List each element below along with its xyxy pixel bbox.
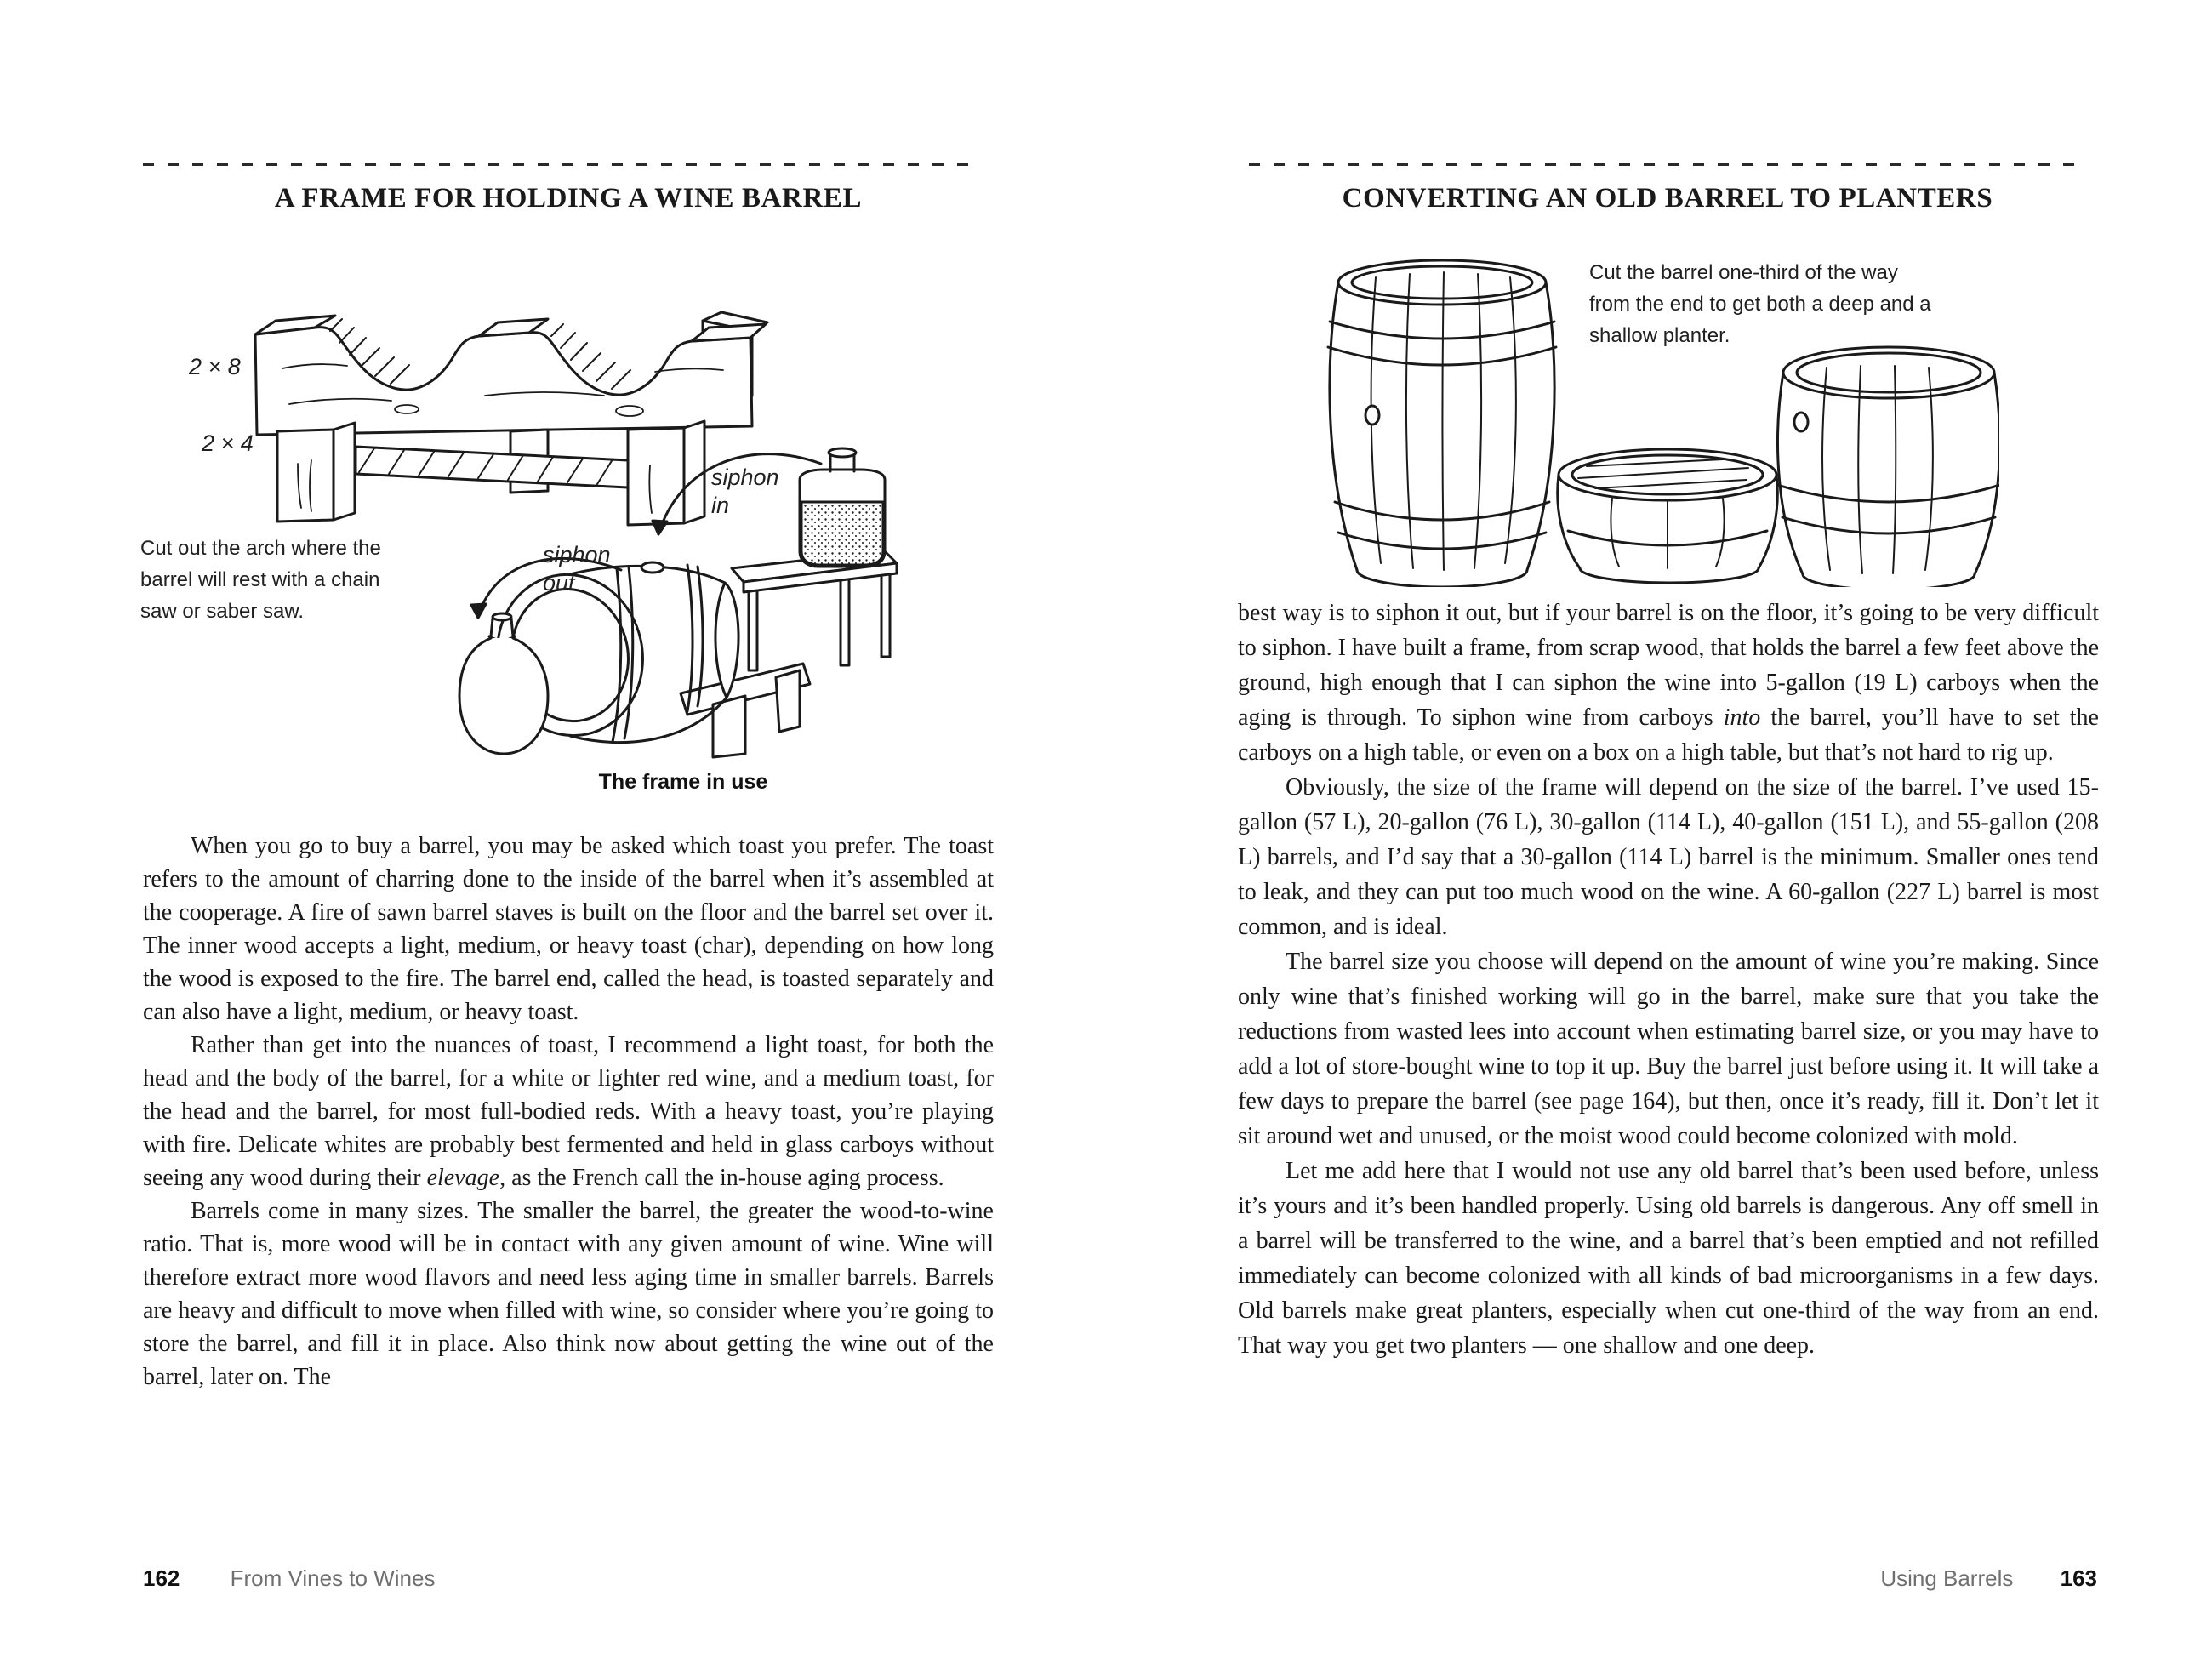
chapter-title: Using Barrels <box>1880 1565 2014 1591</box>
planters-illustration <box>1323 247 1999 587</box>
right-section-title: CONVERTING AN OLD BARREL TO PLANTERS <box>1342 183 1993 214</box>
right-footer <box>1702 1565 2097 1592</box>
planters-caption: Cut the barrel one-third of the way from the end to get both a deep and a shallow planter. <box>1589 261 1931 347</box>
table <box>732 551 897 670</box>
dashed-rule-left <box>143 163 978 166</box>
board-size-label-2x8: 2 × 8 <box>189 354 241 379</box>
frame-side-caption: Cut out the arch where the barrel will rest with a chain saw or saber saw. <box>140 537 381 623</box>
siphon-out-label: siphon out <box>543 542 611 596</box>
paragraph: When you go to buy a barrel, you may be asked which toast you prefer. The toast refers to the amount of charring done to the inside of the barrel when it’s assembled at the cooperage. A fire of sawn barrel staves is built on the floor and the barrel set over it. The inner wood accepts a light, medium, or heavy toast (char), depending on how long the wood is exposed to the fire. The barrel end, called the head, is toasted separately and can also have a light, medium, or heavy toast. <box>143 833 994 1025</box>
paragraph: best way is to siphon it out, but if your barrel is on the floor, it’s going to be very difficult to siphon. I have built a frame, from scrap wood, that holds the barrel a few feet above the ground, high enough that I can siphon the wine into 5-gallon (19 L) carboys when the aging is through. To siphon wine from carboys into the barrel, you’ll have to set the carboys on a high table, or even on a box on a high table, but that’s not hard to rig up. <box>1238 600 2099 766</box>
carboy <box>800 448 885 567</box>
board-size-label-2x4: 2 × 4 <box>202 430 254 456</box>
left-section-title: A FRAME FOR HOLDING A WINE BARREL <box>274 183 863 214</box>
right-body-text <box>1238 596 2099 1363</box>
bung-hole <box>1365 406 1379 425</box>
paragraph: Let me add here that I would not use any old barrel that’s been used before, unless it’s yours and it’s been handled properly. Using old barrels is dangerous. Any off smell in a barrel will be transferred to the wine, and a barrel that’s been emptied and not refilled immediately can become colonized with all kinds of bad microorganisms in a few days. Old barrels make great planters, especially when cut one-third of the way from an end. That way you get two planters — one shallow and one deep. <box>1238 1158 2099 1359</box>
siphon-in-label: siphon in <box>711 465 779 518</box>
deep-planter <box>1777 347 1999 587</box>
paragraph: Rather than get into the nuances of toast, I recommend a light toast, for both the head and the body of the barrel, for a white or lighter red wine, and a medium toast, for the head and the barrel, for most full-bodied reds. With a heavy toast, you’re playing with fire. Delicate whites are probably best fermented and held in glass carboys without seeing any wood during their elevage, as the French call the in-house aging process. <box>143 1032 994 1191</box>
left-page-number: 162 <box>143 1565 180 1591</box>
dashed-rule-right <box>1249 163 2086 166</box>
right-page-number: 163 <box>2060 1565 2097 1591</box>
shallow-planter <box>1558 449 1778 583</box>
frame-in-use-illustration <box>442 442 902 783</box>
bung-hole <box>1794 413 1808 431</box>
whole-barrel <box>1328 260 1556 587</box>
left-footer <box>143 1565 435 1592</box>
paragraph: Barrels come in many sizes. The smaller the barrel, the greater the wood-to-wine ratio. That is, more wood will be in contact with any given amount of wine. Wine will therefore extract more wood flavors and need less aging time in smaller barrels. Barrels are heavy and difficult to move when filled with wine, so consider where you’re going to store the barrel, and fill it in place. Also think now about getting the wine out of the barrel, later on. The <box>143 1198 994 1390</box>
paragraph: The barrel size you choose will depend on the amount of wine you’re making. Since only wine that’s finished working will go in the barrel, make sure that you take the reductions from wasted lees into account when estimating barrel size, or you may have to add a lot of store-bought wine to top it up. Buy the barrel just before using it. It will take a few days to prepare the barrel (see page 164), but then, once it’s ready, fill it. Don’t let it sit around wet and unused, or the moist wood could become colonized with mold. <box>1238 949 2099 1149</box>
paragraph: Obviously, the size of the frame will depend on the size of the barrel. I’ve used 15-gallon (57 L), 20-gallon (76 L), 30-gallon (114 L), 40-gallon (151 L), and 55-gallon (208 L) barrels, and I’d say that a 30-gallon (114 L) barrel is the minimum. Smaller ones tend to leak, and they can put too much wood on the wine. A 60-gallon (227 L) barrel is most common, and is ideal. <box>1238 774 2099 940</box>
frame-in-use-caption: The frame in use <box>598 770 768 794</box>
book-title: From Vines to Wines <box>230 1565 436 1591</box>
left-body-text <box>143 830 994 1394</box>
